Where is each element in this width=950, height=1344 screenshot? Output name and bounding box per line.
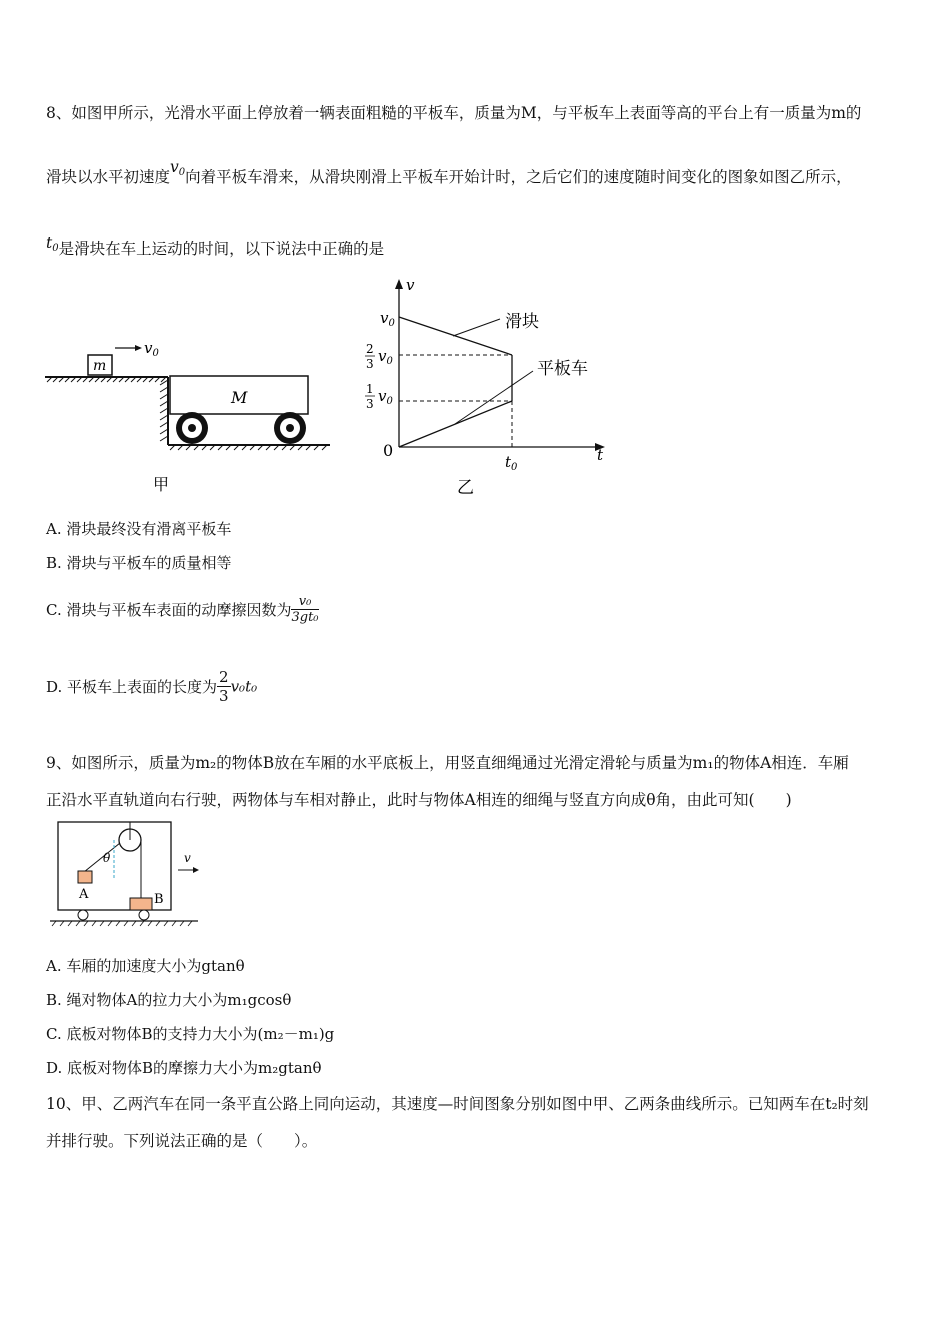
v0-symbol xyxy=(170,158,185,176)
wheel-right xyxy=(274,412,306,444)
fraction-denominator: 3gt₀ xyxy=(291,610,319,625)
t0-letter: t xyxy=(46,234,53,252)
length-numerator: 2 xyxy=(219,668,229,686)
q9-option-a[interactable]: A. 车厢的加速度大小为gtanθ xyxy=(46,957,245,975)
label-cart: 平板车 xyxy=(537,359,588,379)
t0-symbol xyxy=(46,234,59,252)
length-denominator: 3 xyxy=(219,687,229,705)
tick-two-thirds-num: 2 xyxy=(366,342,374,356)
origin-label: 0 xyxy=(383,441,394,460)
label-v0: $v_0$ xyxy=(144,339,159,359)
q8-option-d[interactable] xyxy=(46,668,257,705)
tick-t0: $t_0$ xyxy=(505,453,518,473)
axis-v-label: v xyxy=(406,276,415,294)
q8-option-b[interactable]: B. 滑块与平板车的质量相等 xyxy=(46,554,232,572)
q8-option-c-text: C. 滑块与平板车表面的动摩擦因数为 xyxy=(46,601,292,619)
q8-line-3 xyxy=(46,234,385,260)
block-B xyxy=(130,898,152,910)
q8-line-2-b: 向着平板车滑来，从滑块刚滑上平板车开始计时，之后它们的速度随时间变化的图象如图乙所示， xyxy=(185,168,852,186)
figure-jia xyxy=(40,330,340,500)
q8-line-2 xyxy=(46,158,852,188)
slider-line xyxy=(399,317,512,355)
q10-line-2: 并排行驶。下列说法正确的是（ ）。 xyxy=(46,1132,318,1150)
length-fraction xyxy=(217,668,231,705)
tick-two-thirds-v: $v_0$ xyxy=(378,347,393,367)
label-slider: 滑块 xyxy=(505,312,539,332)
friction-fraction xyxy=(291,594,318,625)
tick-one-third-num: 1 xyxy=(366,382,374,396)
q9-line-1: 9、如图所示，质量为m₂的物体B放在车厢的水平底板上，用竖直细绳通过光滑定滑轮与质量为m₁的物体A相连．车厢 xyxy=(46,754,849,772)
label-A: A xyxy=(79,887,89,902)
label-theta: θ xyxy=(103,851,111,865)
q9-option-c[interactable]: C. 底板对物体B的支持力大小为(m₂－m₁)g xyxy=(46,1025,335,1043)
q8-option-c[interactable] xyxy=(46,594,319,625)
axis-t-label: t xyxy=(597,446,604,464)
caption-yi: 乙 xyxy=(457,478,474,498)
q8-option-a[interactable]: A. 滑块最终没有滑离平板车 xyxy=(46,520,232,538)
v0-letter: v xyxy=(170,158,179,176)
label-M: M xyxy=(231,388,248,407)
t0-subscript: 0 xyxy=(52,243,59,254)
wheel-left xyxy=(176,412,208,444)
label-v: v xyxy=(184,851,191,865)
figure-yi xyxy=(355,275,615,505)
q10-line-1: 10、甲、乙两汽车在同一条平直公路上同向运动，其速度—时间图象分别如图中甲、乙两条曲线所示。已知两车在t₂时刻 xyxy=(46,1095,869,1113)
q8-line-3-text: 是滑块在车上运动的时间，以下说法中正确的是 xyxy=(58,240,385,258)
v0-subscript: 0 xyxy=(178,167,186,178)
label-B: B xyxy=(154,892,164,907)
block-A xyxy=(78,871,92,883)
q9-line-2: 正沿水平直轨道向右行驶，两物体与车相对静止，此时与物体A相连的细绳与竖直方向成θ角，由此可知( ) xyxy=(46,791,792,809)
length-tail: v₀t₀ xyxy=(230,677,258,696)
q8-option-d-text: D. 平板车上表面的长度为 xyxy=(46,678,218,696)
tick-one-third-den: 3 xyxy=(366,397,374,411)
label-m: m xyxy=(93,358,107,374)
figure-q9 xyxy=(46,818,206,938)
caption-jia: 甲 xyxy=(153,475,170,494)
tick-v0: $v_0$ xyxy=(380,309,395,329)
q9-option-b[interactable]: B. 绳对物体A的拉力大小为m₁gcosθ xyxy=(46,991,292,1009)
q8-line-2-a: 滑块以水平初速度 xyxy=(46,168,171,186)
tick-two-thirds-den: 3 xyxy=(366,357,374,371)
q8-line-1: 8、如图甲所示，光滑水平面上停放着一辆表面粗糙的平板车，质量为M，与平板车上表面等高的平台上有一质量为m的 xyxy=(46,104,862,122)
fraction-numerator: v₀ xyxy=(291,594,318,610)
tick-one-third-v: $v_0$ xyxy=(378,387,393,407)
q9-option-d[interactable]: D. 底板对物体B的摩擦力大小为m₂gtanθ xyxy=(46,1059,322,1077)
